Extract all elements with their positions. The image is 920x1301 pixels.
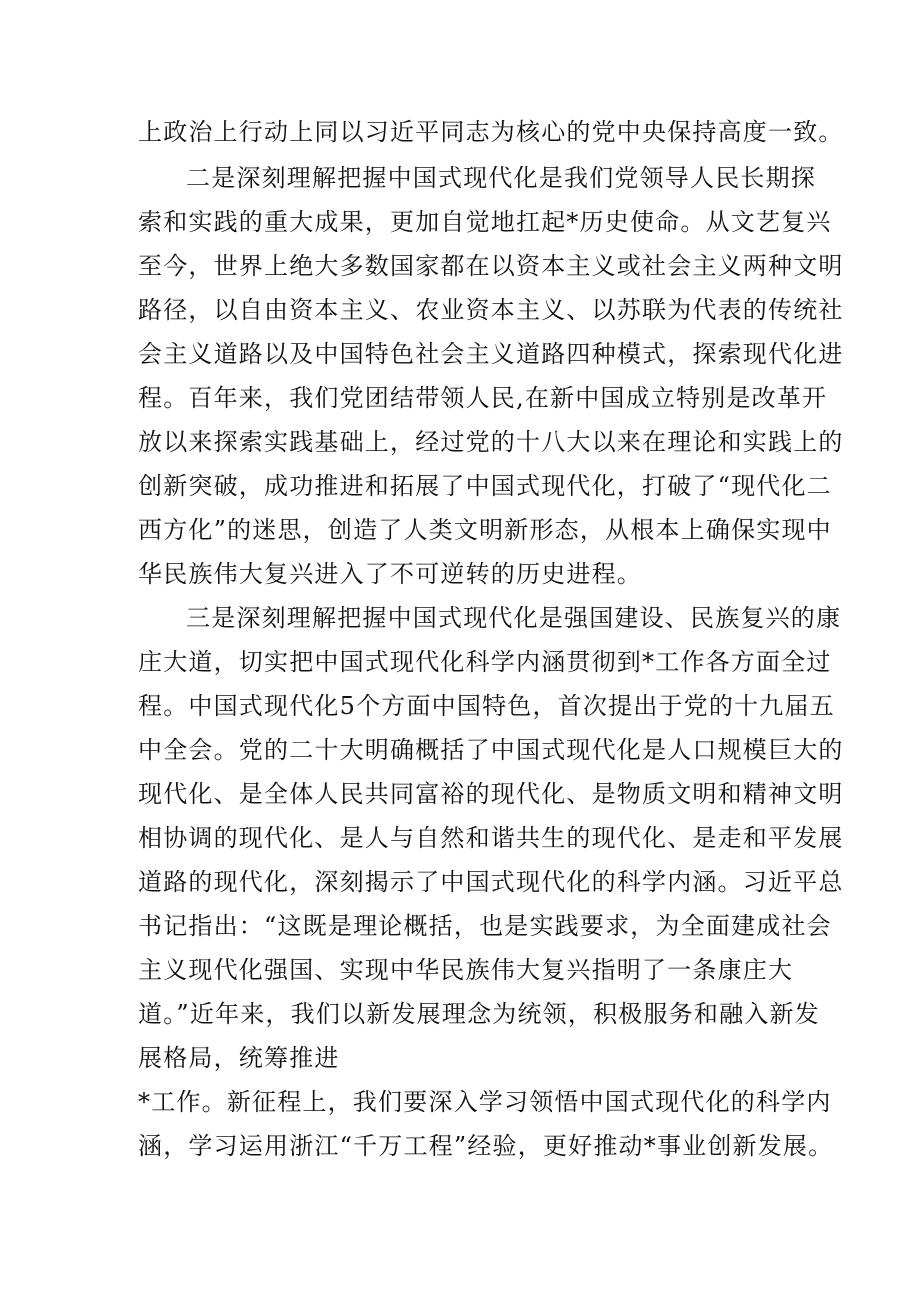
text-line: 会主义道路以及中国特色社会主义道路四种模式，探索现代化进: [138, 340, 844, 368]
text-line: 路径，以自由资本主义、农业资本主义、以苏联为代表的传统社: [138, 296, 844, 324]
text-line: 主义现代化强国、实现中华民族伟大复兴指明了一条康庄大: [138, 956, 794, 984]
text-line: 至今，世界上绝大多数国家都在以资本主义或社会主义两种文明: [138, 252, 844, 280]
text-line: 中全会。党的二十大明确概括了中国式现代化是人口规模巨大的: [138, 736, 844, 764]
paragraph-2-start: 二是深刻理解把握中国式现代化是我们党领导人民长期探: [186, 164, 816, 192]
text-line: 创新突破，成功推进和拓展了中国式现代化，打破了“现代化二: [138, 472, 832, 500]
text-line: 程。中国式现代化5个方面中国特色，首次提出于党的十九届五: [138, 692, 835, 720]
paragraph-3-start: 三是深刻理解把握中国式现代化是强国建设、民族复兴的康: [186, 604, 842, 632]
text-line: 西方化”的迷思，创造了人类文明新形态，从根本上确保实现中: [138, 516, 832, 544]
text-line: 放以来探索实践基础上，经过党的十八大以来在理论和实践上的: [138, 428, 844, 456]
text-line: 道路的现代化，深刻揭示了中国式现代化的科学内涵。习近平总: [138, 868, 844, 896]
text-line: 展格局，统筹推进: [138, 1044, 340, 1072]
text-line: 程。百年来，我们党团结带领人民,在新中国成立特别是改革开: [138, 384, 828, 412]
text-line: 华民族伟大复兴进入了不可逆转的历史进程。: [138, 560, 642, 588]
text-line: 道。”近年来，我们以新发展理念为统领，积极服务和融入新发: [138, 1000, 820, 1028]
text-line: 涵，学习运用浙江“千万工程”经验，更好推动*事业创新发展。: [138, 1132, 834, 1160]
text-line: 现代化、是全体人民共同富裕的现代化、是物质文明和精神文明: [138, 780, 844, 808]
text-line: 上政治上行动上同以习近平同志为核心的党中央保持高度一致。: [138, 118, 844, 146]
text-line: *工作。新征程上，我们要深入学习领悟中国式现代化的科学内: [138, 1088, 832, 1116]
text-line: 书记指出：“这既是理论概括，也是实践要求，为全面建成社会: [138, 912, 832, 940]
text-line: 相协调的现代化、是人与自然和谐共生的现代化、是走和平发展: [138, 824, 844, 852]
text-line: 庄大道，切实把中国式现代化科学内涵贯彻到*工作各方面全过: [138, 648, 832, 676]
text-line: 索和实践的重大成果，更加自觉地扛起*历史使命。从文艺复兴: [138, 208, 832, 236]
